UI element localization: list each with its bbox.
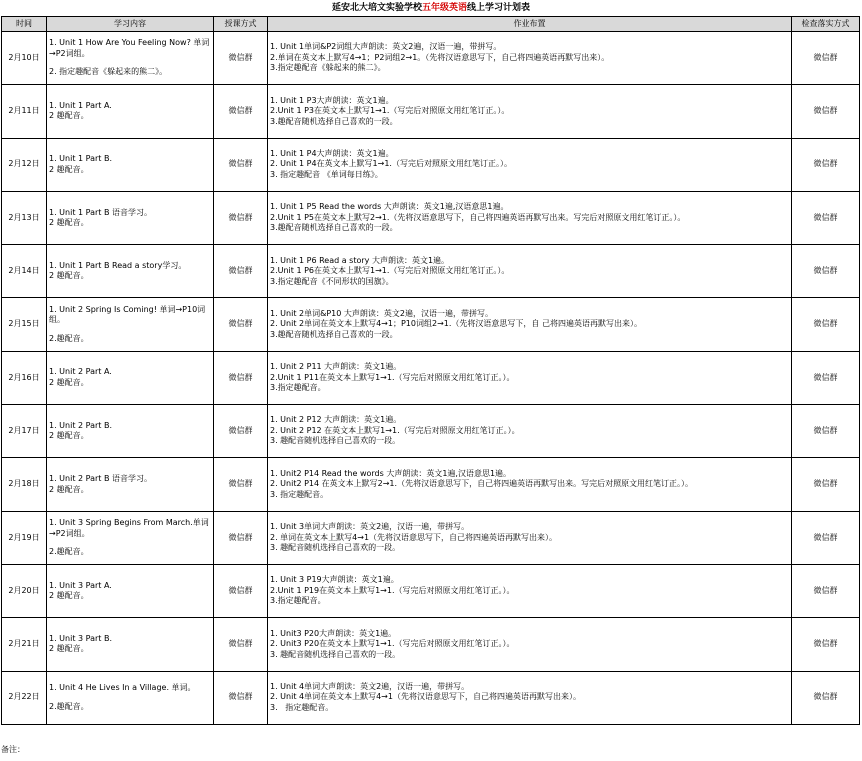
method-cell: 微信群 — [214, 245, 268, 298]
method-cell: 微信群 — [214, 351, 268, 404]
content-line: 2 趣配音。 — [49, 431, 89, 441]
date-cell: 2月20日 — [2, 564, 47, 617]
title-suffix: 线上学习计划表 — [467, 3, 531, 13]
content-cell — [47, 32, 214, 85]
method-cell: 微信群 — [214, 458, 268, 511]
method-cell: 微信群 — [214, 564, 268, 617]
task-line: 3. 指定趣配音。 — [270, 702, 334, 712]
method-cell: 微信群 — [214, 32, 268, 85]
check-cell: 微信群 — [792, 405, 860, 458]
check-cell: 微信群 — [792, 618, 860, 671]
task-line: 1. Unit 2 P11 大声朗读：英文1遍。 — [270, 362, 402, 372]
task-line: 2. Unit 4单词在英文本上默写4→1（先将汉语意思写下，自己将四遍英语再默写出来）。 — [270, 692, 581, 702]
content-line: 2.趣配音。 — [49, 333, 89, 343]
task-line: 2.Unit 1 P6在英文本上默写1→1.（写完后对照原文用红笔订正。）。 — [270, 266, 510, 276]
task-cell — [268, 405, 792, 458]
line-gap — [49, 326, 211, 334]
date-cell: 2月18日 — [2, 458, 47, 511]
check-cell: 微信群 — [792, 138, 860, 191]
content-cell — [47, 671, 214, 724]
table-body — [2, 32, 860, 725]
title-school: 延安北大培文实验学校 — [331, 3, 422, 13]
table-row — [2, 85, 860, 138]
table-row — [2, 298, 860, 351]
content-line: 1. Unit 1 Part A. — [49, 100, 112, 110]
content-cell — [47, 191, 214, 244]
line-gap — [49, 539, 211, 547]
task-line: 1. Unit 1 P3大声朗读：英文1遍。 — [270, 95, 394, 105]
task-cell — [268, 511, 792, 564]
task-line: 3.指定趣配音。 — [270, 383, 326, 393]
method-cell: 微信群 — [214, 511, 268, 564]
content-line: 1. Unit 1 Part B 语音学习。 — [49, 207, 153, 217]
date-cell: 2月10日 — [2, 32, 47, 85]
content-line: 2 趣配音。 — [49, 644, 89, 654]
content-line: 1. Unit 1 Part B. — [49, 154, 113, 164]
date-cell: 2月15日 — [2, 298, 47, 351]
check-cell: 微信群 — [792, 351, 860, 404]
table-row — [2, 458, 860, 511]
task-cell — [268, 245, 792, 298]
check-cell: 微信群 — [792, 191, 860, 244]
content-line: 1. Unit 3 Part B. — [49, 633, 113, 643]
check-cell: 微信群 — [792, 458, 860, 511]
task-line: 1. Unit2 P14 Read the words 大声朗读：英文1遍,汉语意思1遍。 — [270, 468, 512, 478]
content-line: 1. Unit 2 Spring Is Coming! 单词→P10词组。 — [49, 304, 206, 325]
task-cell — [268, 458, 792, 511]
task-cell — [268, 618, 792, 671]
content-cell — [47, 298, 214, 351]
date-cell: 2月13日 — [2, 191, 47, 244]
task-line: 2.单词在英文本上默写4→1；P2词组2→1。（先将汉语意思写下，自己将四遍英语再默写出来）。 — [270, 52, 610, 62]
task-cell — [268, 564, 792, 617]
content-line: 2 趣配音。 — [49, 271, 89, 281]
study-plan-table — [1, 16, 860, 725]
task-line: 3. 指定趣配音。 — [270, 489, 329, 499]
task-line: 3.指定趣配音《躲起来的熊二》。 — [270, 63, 386, 73]
task-line: 3.指定趣配音《不同形状的国旗》。 — [270, 276, 394, 286]
task-line: 2. Unit 2单词在英文本上默写4→1；P10词组2→1.（先将汉语意思写下，自 己将四遍英语再默写出来）。 — [270, 319, 642, 329]
check-cell: 微信群 — [792, 671, 860, 724]
task-line: 1. Unit 3 P19大声朗读：英文1遍。 — [270, 575, 399, 585]
content-cell — [47, 618, 214, 671]
title-grade-subject: 五年级英语 — [421, 3, 467, 13]
method-cell: 微信群 — [214, 138, 268, 191]
date-cell: 2月17日 — [2, 405, 47, 458]
task-line: 3.趣配音随机选择自己喜欢的一段。 — [270, 223, 398, 233]
content-line: 2.趣配音。 — [49, 547, 89, 557]
task-line: 1. Unit 3单词大声朗读：英文2遍，汉语一遍，带拼写。 — [270, 522, 470, 532]
task-line: 2. Unit2 P14 在英文本上默写2→1.（先将汉语意思写下，自己将四遍英语再默写出来。写完后对照原文用红笔订正。）。 — [270, 479, 694, 489]
task-line: 1. Unit 1 P5 Read the words 大声朗读：英文1遍,汉语意思1遍。 — [270, 202, 509, 212]
content-cell — [47, 458, 214, 511]
content-cell — [47, 511, 214, 564]
task-line: 1. Unit3 P20大声朗读：英文1遍。 — [270, 628, 397, 638]
date-cell: 2月11日 — [2, 85, 47, 138]
header-date: 时间 — [2, 17, 47, 32]
date-cell: 2月12日 — [2, 138, 47, 191]
task-line: 3. 指定趣配音 《单词每日练》。 — [270, 169, 383, 179]
check-cell: 微信群 — [792, 511, 860, 564]
header-task: 作业布置 — [268, 17, 792, 32]
line-gap — [49, 694, 211, 702]
content-cell — [47, 245, 214, 298]
task-cell — [268, 298, 792, 351]
task-line: 2. Unit 2 P12 在英文本上默写1→1.（写完后对照原文用红笔订正。）。 — [270, 425, 520, 435]
check-cell: 微信群 — [792, 564, 860, 617]
content-line: 1. Unit 1 Part B Read a story学习。 — [49, 260, 187, 270]
method-cell: 微信群 — [214, 85, 268, 138]
task-line: 1. Unit 4单词大声朗读：英文2遍，汉语一遍，带拼写。 — [270, 681, 470, 691]
content-line: 2 趣配音。 — [49, 164, 89, 174]
header-row — [2, 17, 860, 32]
table-row — [2, 671, 860, 724]
content-line: 1. Unit 2 Part B. — [49, 420, 113, 430]
content-line: 1. Unit 1 How Are You Feeling Now? 单词→P2词组。 — [49, 38, 210, 58]
task-line: 3. 趣配音随机选择自己喜欢的一段。 — [270, 436, 401, 446]
check-cell: 微信群 — [792, 245, 860, 298]
table-row — [2, 138, 860, 191]
task-line: 1. Unit 2单词&P10 大声朗读：英文2遍，汉语一遍，带拼写。 — [270, 308, 493, 318]
task-line: 1. Unit 1 P4大声朗读：英文1遍。 — [270, 148, 394, 158]
task-line: 2.Unit 1 P19在英文本上默写1→1.（写完后对照原文用红笔订正。）。 — [270, 585, 515, 595]
date-cell: 2月19日 — [2, 511, 47, 564]
date-cell: 2月21日 — [2, 618, 47, 671]
content-line: 2 趣配音。 — [49, 377, 89, 387]
header-check: 检查落实方式 — [792, 17, 860, 32]
table-row — [2, 191, 860, 244]
table-row — [2, 618, 860, 671]
content-line: 1. Unit 2 Part A. — [49, 367, 112, 377]
content-line: 2 趣配音。 — [49, 591, 89, 601]
content-line: 2.趣配音。 — [49, 701, 89, 711]
table-row — [2, 245, 860, 298]
content-line: 1. Unit 3 Part A. — [49, 580, 112, 590]
check-cell: 微信群 — [792, 298, 860, 351]
task-line: 3. 趣配音随机选择自己喜欢的一段。 — [270, 649, 401, 659]
content-cell — [47, 138, 214, 191]
date-cell: 2月14日 — [2, 245, 47, 298]
task-line: 3.趣配音随机选择自己喜欢的一段。 — [270, 116, 398, 126]
table-row — [2, 351, 860, 404]
task-line: 3.趣配音随机选择自己喜欢的一段。 — [270, 329, 398, 339]
header-method: 授课方式 — [214, 17, 268, 32]
content-cell — [47, 85, 214, 138]
content-line: 2 趣配音。 — [49, 484, 89, 494]
check-cell: 微信群 — [792, 85, 860, 138]
table-row — [2, 511, 860, 564]
task-line: 3. 趣配音随机选择自己喜欢的一段。 — [270, 543, 401, 553]
table-row — [2, 405, 860, 458]
content-cell — [47, 564, 214, 617]
date-cell: 2月16日 — [2, 351, 47, 404]
sheet-title — [0, 0, 862, 16]
task-line: 2.Unit 1 P11在英文本上默写1→1.（写完后对照原文用红笔订正。）。 — [270, 372, 515, 382]
task-cell — [268, 32, 792, 85]
content-cell — [47, 405, 214, 458]
task-cell — [268, 85, 792, 138]
method-cell: 微信群 — [214, 191, 268, 244]
task-line: 1. Unit 1单词&P2词组大声朗读：英文2遍，汉语一遍，带拼写。 — [270, 42, 502, 52]
content-line: 2 趣配音。 — [49, 218, 89, 228]
method-cell: 微信群 — [214, 405, 268, 458]
note-label: 备注： — [1, 745, 25, 754]
task-line: 1. Unit 2 P12 大声朗读：英文1遍。 — [270, 415, 402, 425]
task-cell — [268, 191, 792, 244]
method-cell: 微信群 — [214, 618, 268, 671]
check-cell: 微信群 — [792, 32, 860, 85]
task-line: 2. Unit3 P20在英文本上默写1→1.（写完后对照原文用红笔订正。）。 — [270, 639, 515, 649]
table-row — [2, 564, 860, 617]
date-cell: 2月22日 — [2, 671, 47, 724]
task-cell — [268, 671, 792, 724]
task-line: 1. Unit 1 P6 Read a story 大声朗读：英文1遍。 — [270, 255, 450, 265]
task-line: 2. Unit 1 P4在英文本上默写1→1.（写完后对照原文用红笔订正。）。 — [270, 159, 512, 169]
content-line: 1. Unit 4 He Lives In a Village. 单词。 — [49, 683, 196, 693]
content-line: 1. Unit 2 Part B 语音学习。 — [49, 474, 153, 484]
content-cell — [47, 351, 214, 404]
method-cell: 微信群 — [214, 298, 268, 351]
method-cell: 微信群 — [214, 671, 268, 724]
table-row — [2, 32, 860, 85]
task-cell — [268, 351, 792, 404]
content-line: 2 趣配音。 — [49, 111, 89, 121]
task-line: 2.Unit 1 P5在英文本上默写2→1.（先将汉语意思写下，自己将四遍英语再默写出来。写完后对照原文用红笔订正。）。 — [270, 212, 686, 222]
task-line: 3.指定趣配音。 — [270, 596, 326, 606]
content-line: 2. 指定趣配音《躲起来的熊二》。 — [49, 67, 168, 77]
content-line: 1. Unit 3 Spring Begins From March.单词→P2词组。 — [49, 518, 209, 538]
task-cell — [268, 138, 792, 191]
header-content: 学习内容 — [47, 17, 214, 32]
task-line: 2.Unit 1 P3在英文本上默写1→1.（写完后对照原文用红笔订正。）。 — [270, 106, 510, 116]
task-line: 2. 单词在英文本上默写4→1（先将汉语意思写下，自己将四遍英语再默写出来）。 — [270, 532, 558, 542]
